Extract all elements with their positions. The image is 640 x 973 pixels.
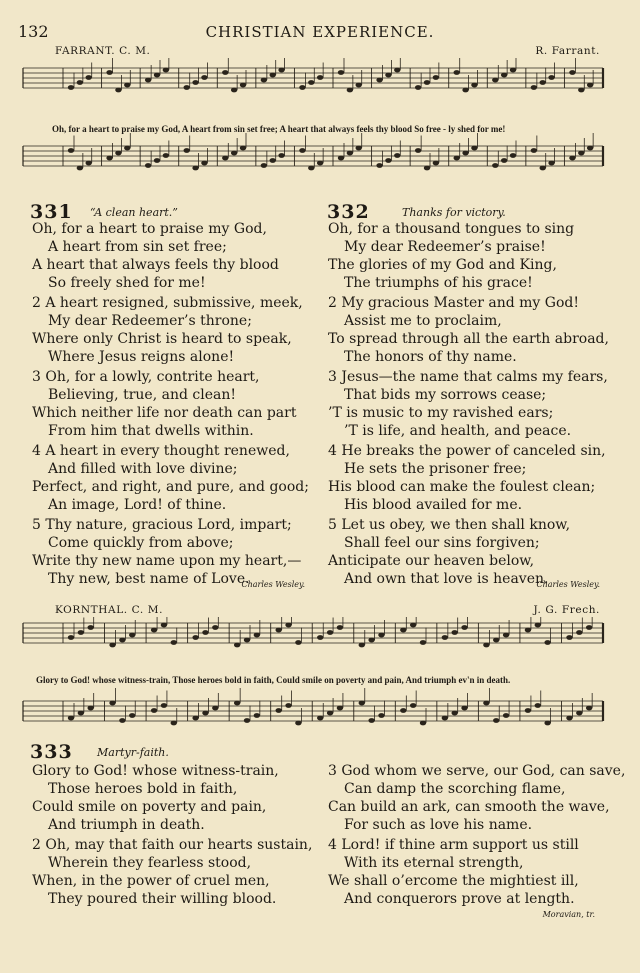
note-head (378, 713, 384, 718)
note-head (442, 716, 448, 721)
note-head (493, 718, 499, 723)
note-head (295, 640, 301, 645)
note-head (424, 80, 430, 85)
note-head (548, 161, 554, 166)
note-head (578, 88, 584, 93)
hymn-331-stanza-5: 5 Thy nature, gracious Lord, impart; Come quickly from above; Write thy new name upon my heart,— Thy new, best name of Love. (32, 517, 302, 587)
note-head (68, 148, 74, 153)
note-head (462, 151, 468, 156)
note-head (544, 640, 550, 645)
note-head (376, 78, 382, 83)
hymn-subtitle-333: Martyr-faith. (97, 746, 169, 759)
note-head (154, 73, 160, 78)
note-head (192, 716, 198, 721)
hymn-331-stanza-3: 3 Oh, for a lowly, contrite heart, Believing, true, and clean! Which neither life nor death can part From him that dwells within. (32, 369, 297, 439)
hymn-332-stanza-2: 2 My gracious Master and my God! Assist me to proclaim, To spread through all the earth abroad, The honors of thy name. (328, 295, 609, 365)
note-head (461, 625, 467, 630)
note-head (308, 80, 314, 85)
note-head (295, 721, 301, 726)
hymn-subtitle-331: “A clean heart.” (90, 206, 178, 219)
note-head (317, 75, 323, 80)
note-head (270, 158, 276, 163)
note-head (535, 703, 541, 708)
hymn-333-stanza-2: 2 Oh, may that faith our hearts sustain, Wherein they fearless stood, When, in the power of cruel men, They poured their willing blood. (32, 837, 313, 907)
note-head (68, 716, 74, 721)
note-head (461, 706, 467, 711)
note-head (400, 708, 406, 713)
note-head (410, 623, 416, 628)
note-head (109, 701, 115, 706)
note-head (586, 706, 592, 711)
note-head (106, 70, 112, 75)
note-head (234, 643, 240, 648)
note-head (115, 88, 121, 93)
note-head (124, 146, 130, 151)
hymn-333-stanza-3: 3 God whom we serve, our God, can save, Can damp the scorching flame, Can build an ark, can smooth the wave, For such as love his name. (328, 763, 626, 833)
hymn-333-stanza-1: Glory to God! whose witness-train, Those heroes bold in faith, Could smile on poverty and pain, And triumph in death. (32, 763, 279, 833)
note-head (244, 718, 250, 723)
note-head (544, 721, 550, 726)
note-head (327, 711, 333, 716)
note-head (359, 701, 365, 706)
note-head (222, 70, 228, 75)
note-head (510, 68, 516, 73)
note-head (68, 635, 74, 640)
note-head (254, 713, 260, 718)
note-head (106, 156, 112, 161)
hymn-332-attribution: Charles Wesley. (536, 580, 600, 589)
note-head (376, 163, 382, 168)
note-head (240, 146, 246, 151)
note-head (378, 633, 384, 638)
note-head (451, 630, 457, 635)
note-head (129, 633, 135, 638)
hymn-331-stanza-1: Oh, for a heart to praise my God, A heart from sin set free; A heart that always feels thy blood So freely shed for me! (32, 221, 279, 291)
note-head (192, 635, 198, 640)
page-number: 132 (18, 22, 49, 41)
note-head (119, 638, 125, 643)
note-head (254, 633, 260, 638)
tune-composer-farrant: R. Farrant. (535, 45, 600, 57)
note-head (327, 630, 333, 635)
note-head (420, 721, 426, 726)
note-head (184, 148, 190, 153)
section-title: CHRISTIAN EXPERIENCE. (205, 23, 435, 41)
note-head (231, 88, 237, 93)
note-head (275, 628, 281, 633)
note-head (171, 721, 177, 726)
note-head (503, 713, 509, 718)
note-head (278, 153, 284, 158)
note-head (454, 70, 460, 75)
note-head (317, 161, 323, 166)
note-head (433, 75, 439, 80)
note-head (410, 703, 416, 708)
note-head (338, 156, 344, 161)
note-head (129, 713, 135, 718)
note-head (161, 623, 167, 628)
note-head (471, 146, 477, 151)
note-head (119, 718, 125, 723)
note-head (501, 158, 507, 163)
note-head (163, 68, 169, 73)
note-head (442, 635, 448, 640)
note-head (337, 625, 343, 630)
note-head (163, 153, 169, 158)
note-head (347, 151, 353, 156)
note-head (171, 640, 177, 645)
note-head (493, 638, 499, 643)
note-head (540, 166, 546, 171)
hymn-number-333: 333 (30, 741, 73, 763)
note-head (359, 643, 365, 648)
note-head (385, 158, 391, 163)
note-head (503, 633, 509, 638)
hymn-331-attribution: Charles Wesley. (241, 580, 305, 589)
tune-name-kornthal: KORNTHAL. C. M. (55, 604, 164, 616)
note-head (535, 623, 541, 628)
note-head (87, 706, 93, 711)
note-head (78, 711, 84, 716)
note-head (145, 163, 151, 168)
note-head (483, 643, 489, 648)
note-head (109, 643, 115, 648)
note-head (385, 73, 391, 78)
note-head (462, 88, 468, 93)
note-head (540, 80, 546, 85)
hymn-number-331: 331 (30, 201, 73, 223)
note-head (212, 706, 218, 711)
note-head (201, 75, 207, 80)
note-head (454, 156, 460, 161)
hymn-333-stanza-4: 4 Lord! if thine arm support us still With its eternal strength, We shall o’ercome the mightiest ill, And conquerors prove at length. (328, 837, 579, 907)
note-head (338, 70, 344, 75)
note-head (234, 701, 240, 706)
note-head (578, 151, 584, 156)
note-head (483, 701, 489, 706)
note-head (68, 85, 74, 90)
hymn-331-stanza-4: 4 A heart in every thought renewed, And filled with love divine; Perfect, and right, and pure, and good; An image, Lord! of thine. (32, 443, 309, 513)
note-head (231, 151, 237, 156)
note-head (400, 628, 406, 633)
note-head (161, 703, 167, 708)
note-head (347, 88, 353, 93)
note-head (184, 85, 190, 90)
note-head (576, 711, 582, 716)
note-head (471, 83, 477, 88)
note-head (394, 153, 400, 158)
note-head (240, 83, 246, 88)
note-head (368, 718, 374, 723)
hymn-number-332: 332 (327, 201, 370, 223)
note-head (201, 161, 207, 166)
note-head (548, 75, 554, 80)
note-head (78, 630, 84, 635)
tune-composer-kornthal: J. G. Frech. (533, 604, 600, 616)
note-head (115, 151, 121, 156)
note-head (492, 78, 498, 83)
note-head (77, 80, 83, 85)
note-head (192, 166, 198, 171)
note-head (394, 68, 400, 73)
note-head (212, 625, 218, 630)
note-head (587, 146, 593, 151)
note-head (492, 163, 498, 168)
note-head (566, 716, 572, 721)
note-head (285, 703, 291, 708)
note-head (154, 158, 160, 163)
note-head (317, 635, 323, 640)
hymn-333-attribution: Moravian, tr. (542, 910, 595, 919)
note-head (270, 73, 276, 78)
note-head (299, 85, 305, 90)
note-head (576, 630, 582, 635)
note-head (308, 166, 314, 171)
note-head (587, 83, 593, 88)
note-head (569, 156, 575, 161)
note-head (356, 146, 362, 151)
note-head (151, 628, 157, 633)
note-head (151, 708, 157, 713)
note-head (202, 630, 208, 635)
note-head (424, 166, 430, 171)
note-head (278, 68, 284, 73)
note-head (566, 635, 572, 640)
note-head (569, 70, 575, 75)
note-head (501, 73, 507, 78)
hymn-331-stanza-2: 2 A heart resigned, submissive, meek, My dear Redeemer’s throne; Where only Christ is heard to speak, Where Jesus reigns alone! (32, 295, 303, 365)
hymn-332-stanza-1: Oh, for a thousand tongues to sing My dear Redeemer’s praise! The glories of my God and King, The triumphs of his grace! (328, 221, 575, 291)
note-head (337, 706, 343, 711)
note-head (433, 161, 439, 166)
hymn-subtitle-332: Thanks for victory. (402, 206, 506, 219)
note-head (192, 80, 198, 85)
note-head (261, 163, 267, 168)
note-head (415, 148, 421, 153)
note-head (420, 640, 426, 645)
note-head (222, 156, 228, 161)
note-head (317, 716, 323, 721)
note-head (299, 148, 305, 153)
tune-underlay-kornthal: Glory to God! whose witness-train, Those heroes bold in faith, Could smile on poverty and pain, And triumph ev'n in death. (36, 675, 511, 685)
note-head (356, 83, 362, 88)
note-head (531, 85, 537, 90)
tune-name-farrant: FARRANT. C. M. (55, 45, 151, 57)
note-head (244, 638, 250, 643)
note-head (285, 623, 291, 628)
note-head (275, 708, 281, 713)
note-head (86, 161, 92, 166)
note-head (415, 85, 421, 90)
note-head (531, 148, 537, 153)
note-head (261, 78, 267, 83)
hymn-332-stanza-4: 4 He breaks the power of canceled sin, He sets the prisoner free; His blood can make the foulest clean; His blood availed for me. (328, 443, 606, 513)
note-head (124, 83, 130, 88)
note-head (77, 166, 83, 171)
note-head (145, 78, 151, 83)
hymn-332-stanza-3: 3 Jesus—the name that calms my fears, That bids my sorrows cease; ’T is music to my ravished ears; ’T is life, and health, and peace. (328, 369, 608, 439)
note-head (86, 75, 92, 80)
note-head (368, 638, 374, 643)
note-head (525, 628, 531, 633)
hymn-332-stanza-5: 5 Let us obey, we then shall know, Shall feel our sins forgiven; Anticipate our heaven below, And own that love is heaven. (328, 517, 571, 587)
tune-underlay-farrant: Oh, for a heart to praise my God, A heart from sin set free; A heart that always feels thy blood So free - ly shed for me! (52, 124, 506, 134)
note-head (451, 711, 457, 716)
note-head (525, 708, 531, 713)
note-head (586, 625, 592, 630)
note-head (87, 625, 93, 630)
note-head (202, 711, 208, 716)
note-head (510, 153, 516, 158)
